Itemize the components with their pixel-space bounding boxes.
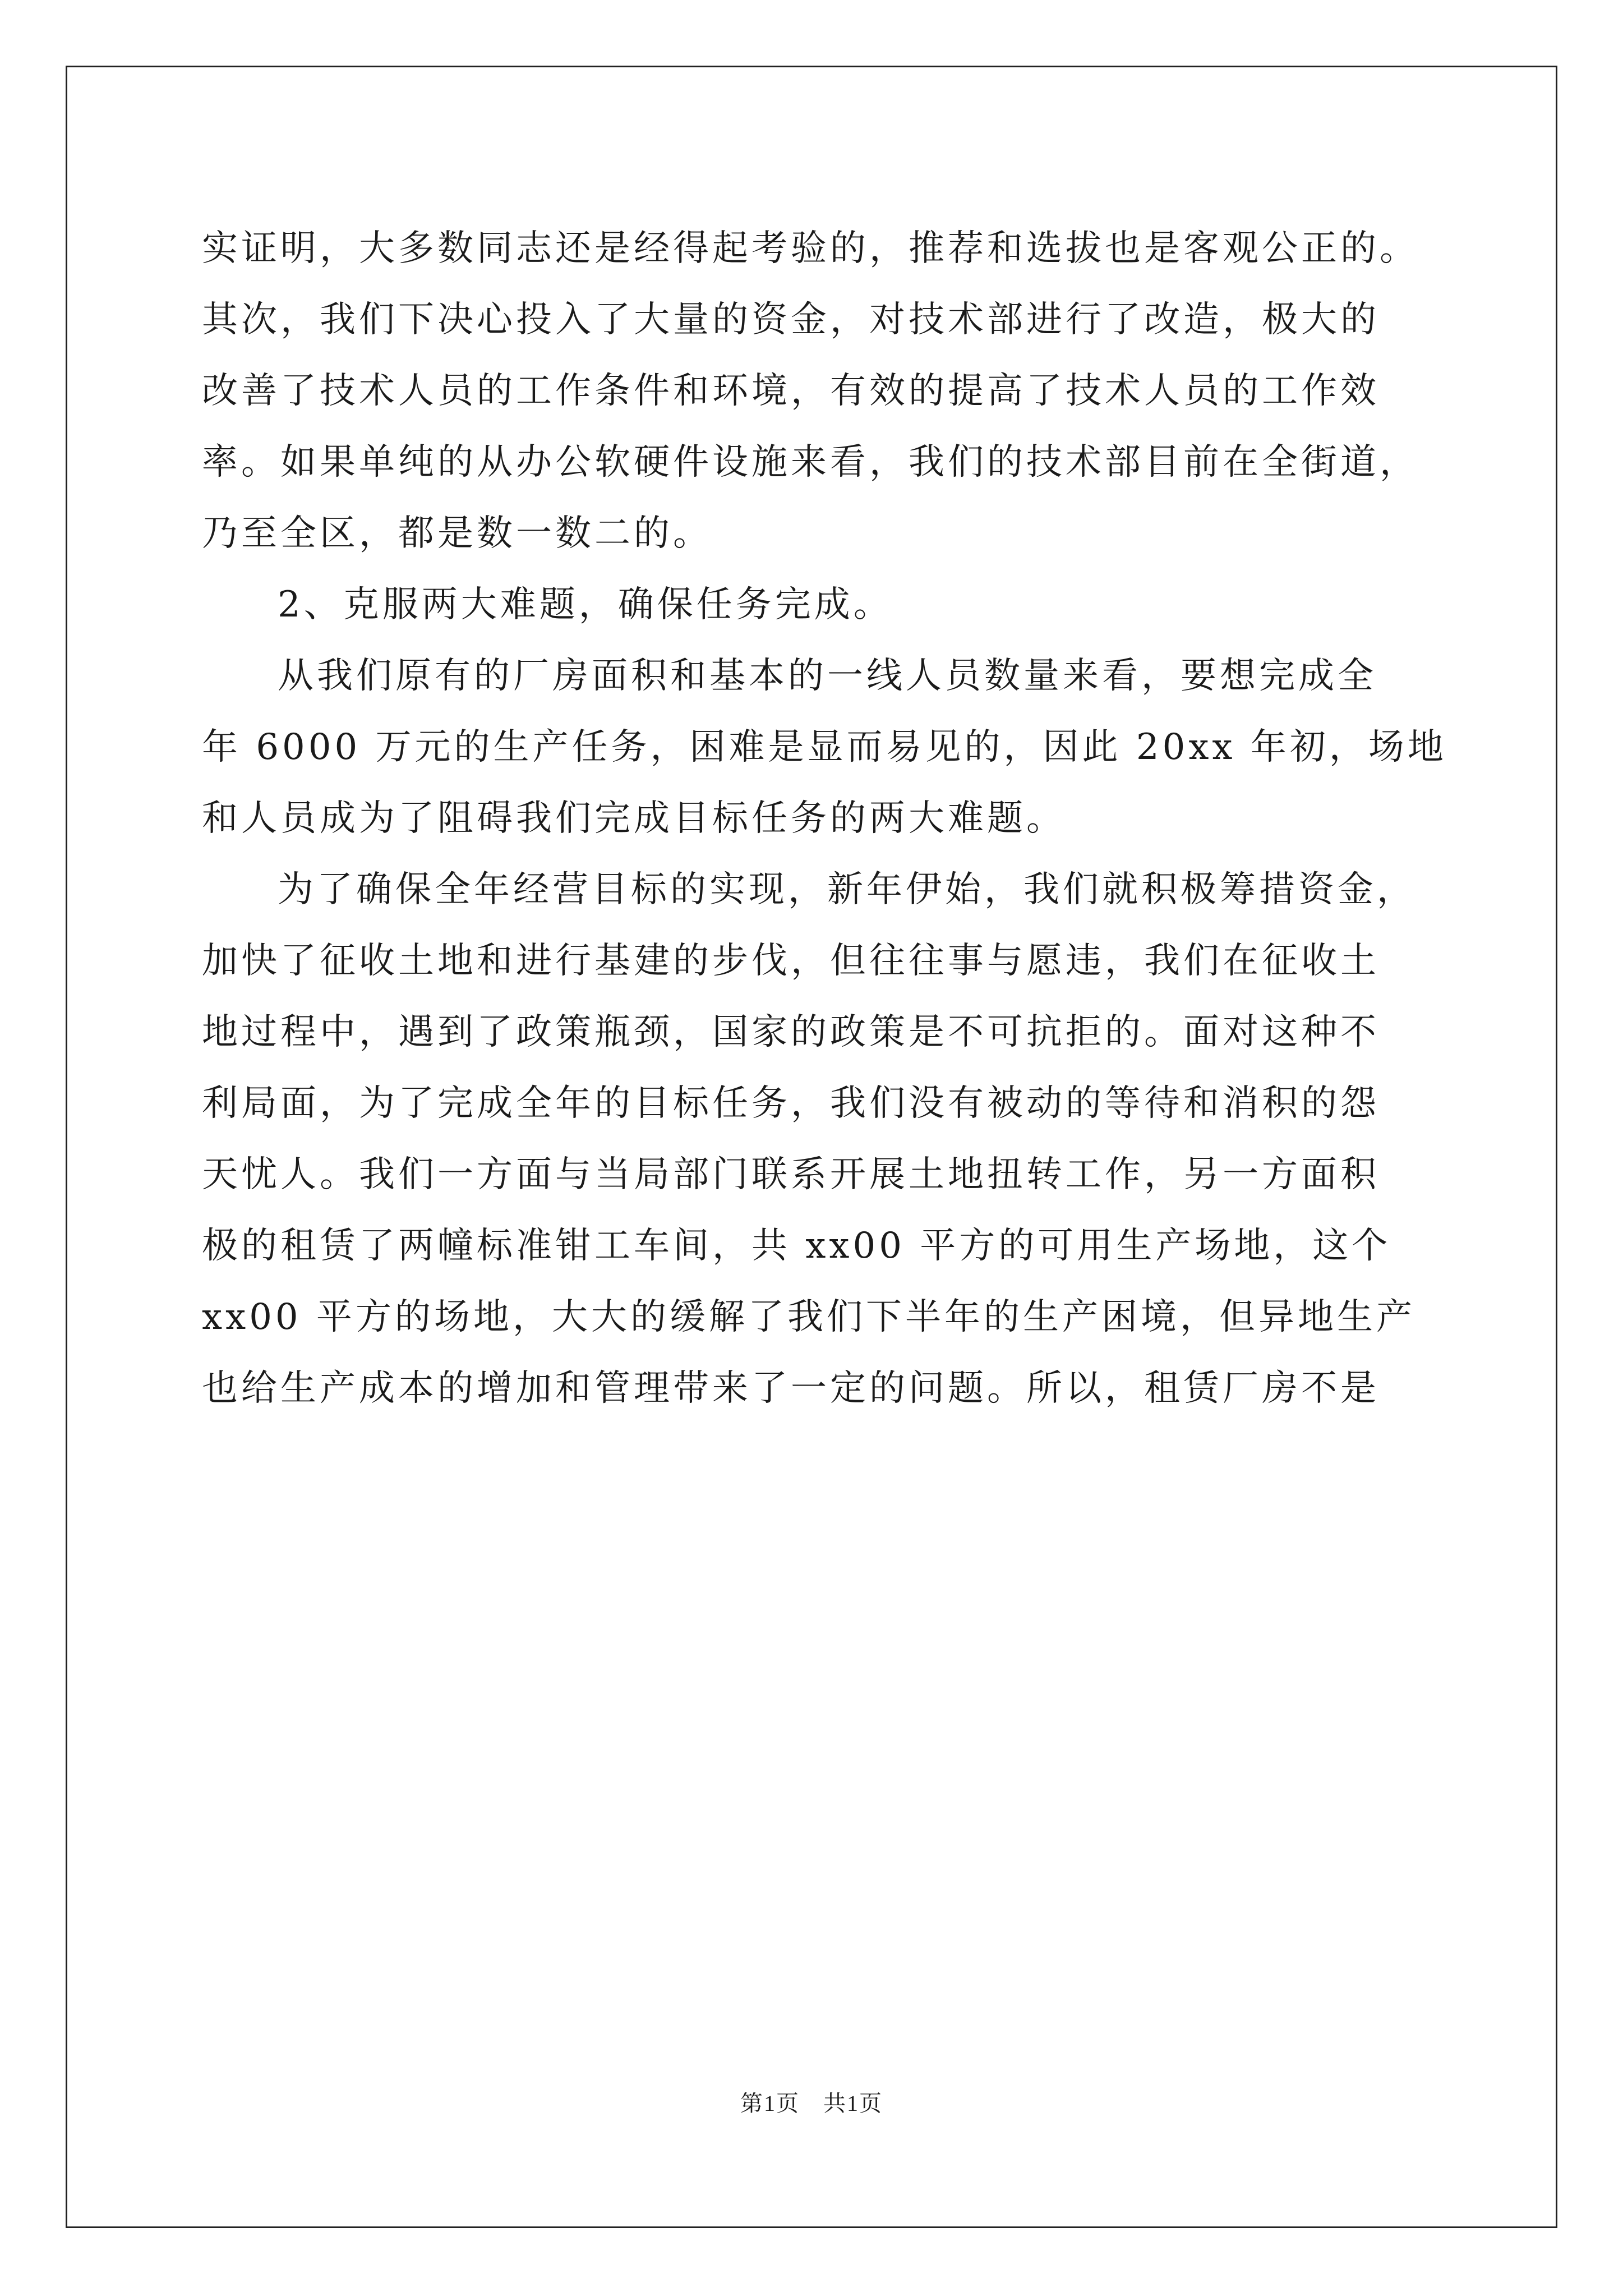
text-line: 地过程中，遇到了政策瓶颈，国家的政策是不可抗拒的。面对这种不 (202, 1011, 1380, 1053)
text-line: 也给生产成本的增加和管理带来了一定的问题。所以，租赁厂房不是 (202, 1368, 1380, 1409)
page-frame (66, 66, 1557, 2228)
page-footer: 第1页 共1页 (740, 2091, 883, 2116)
text-line: 利局面，为了完成全年的目标任务，我们没有被动的等待和消积的怨 (202, 1083, 1380, 1124)
text-line: 和人员成为了阻碍我们完成目标任务的两大难题。 (202, 798, 1066, 839)
text-line: 从我们原有的厂房面积和基本的一线人员数量来看，要想完成全 (278, 655, 1377, 697)
text-line: 率。如果单纯的从办公软硬件设施来看，我们的技术部目前在全街道， (202, 441, 1419, 483)
text-line: xx00 平方的场地，大大的缓解了我们下半年的生产困境，但异地生产 (202, 1296, 1415, 1338)
text-line: 其次，我们下决心投入了大量的资金，对技术部进行了改造，极大的 (202, 299, 1380, 341)
text-line: 极的租赁了两幢标准钳工车间，共 xx00 平方的可用生产场地，这个 (202, 1225, 1391, 1267)
text-line: 实证明，大多数同志还是经得起考验的，推荐和选拔也是客观公正的。 (202, 228, 1419, 269)
document-body (67, 67, 1556, 2226)
text-line: 改善了技术人员的工作条件和环境，有效的提高了技术人员的工作效 (202, 370, 1380, 412)
text-line: 为了确保全年经营目标的实现，新年伊始，我们就积极筹措资金， (278, 869, 1416, 910)
section-heading: 2、克服两大难题，确保任务完成。 (278, 584, 893, 625)
text-line: 年 6000 万元的生产任务，困难是显而易见的，因此 20xx 年初，场地 (202, 726, 1447, 768)
text-line: 加快了征收土地和进行基建的步伐，但往往事与愿违，我们在征收土 (202, 940, 1380, 982)
text-line: 乃至全区，都是数一数二的。 (202, 513, 712, 554)
text-line: 天忧人。我们一方面与当局部门联系开展土地扭转工作，另一方面积 (202, 1154, 1380, 1195)
